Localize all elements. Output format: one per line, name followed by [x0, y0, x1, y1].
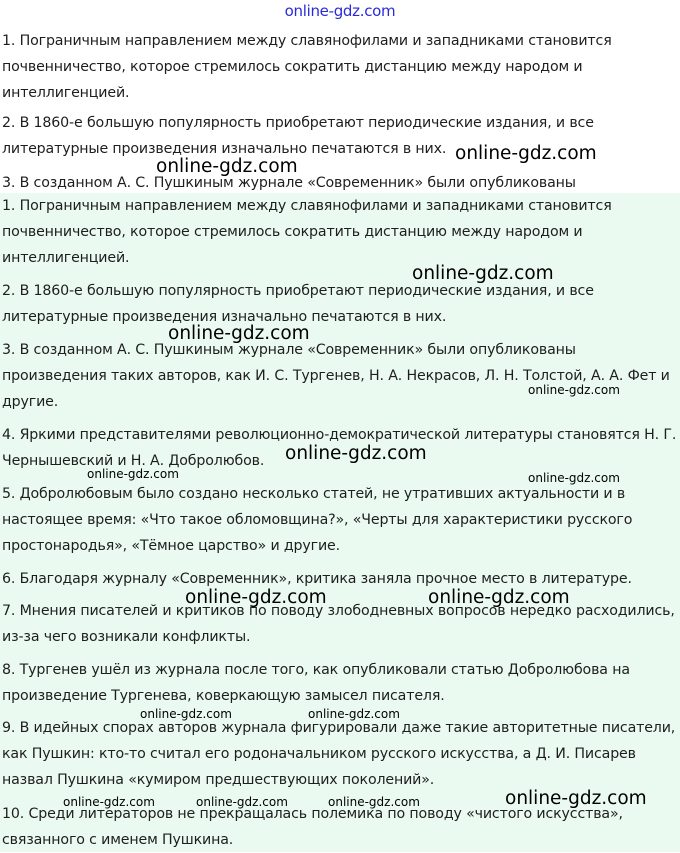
watermark: online-gdz.com	[328, 795, 420, 809]
watermark: online-gdz.com	[140, 707, 232, 721]
highlighted-excerpt	[0, 193, 680, 852]
watermark: online-gdz.com	[156, 156, 298, 177]
list-item-8: 8. Тургенев ушёл из журнала после того, как опубликовали статью Добролюбова на произведение Тургенева, коверкающую замысел писателя.	[2, 662, 630, 704]
top-item-2: 2. В 1860-е большую популярность приобретают периодические издания, и все литературные произведения изначально печатаются в них.	[2, 115, 594, 157]
list-item-2: 2. В 1860-е большую популярность приобретают периодические издания, и все литературные произведения изначально печатаются в них.	[2, 283, 594, 325]
list-item-7: 7. Мнения писателей и критиков по поводу злободневных вопросов нередко расходились, из-за чего возникали конфликты.	[2, 603, 675, 645]
list-item-6: 6. Благодаря журналу «Современник», критика заняла прочное место в литературе.	[2, 571, 632, 587]
watermark: online-gdz.com	[412, 263, 554, 284]
list-item-10: 10. Среди литераторов не прекращалась полемика по поводу «чистого искусства», связанного с именем Пушкина.	[2, 806, 623, 848]
watermark: online-gdz.com	[455, 143, 597, 164]
watermark: online-gdz.com	[63, 795, 155, 809]
list-item-5: 5. Добролюбовым было создано несколько статей, не утративших актуальности и в настоящее время: «Что такое обломовщина?», «Черты для характеристики русского простонародья», «Тёмное царство» и другие.	[2, 486, 633, 554]
watermark: online-gdz.com	[505, 788, 647, 809]
list-item-1: 1. Пограничным направлением между славянофилами и западниками становится почвенничество, которое стремилось сократить дистанцию между народом и интеллигенцией.	[2, 198, 612, 266]
watermark: online-gdz.com	[528, 383, 620, 397]
watermark: online-gdz.com	[308, 707, 400, 721]
top-item-1: 1. Пограничным направлением между славянофилами и западниками становится почвенничество, которое стремилось сократить дистанцию между народом и интеллигенцией.	[2, 33, 612, 101]
watermark: online-gdz.com	[87, 467, 179, 481]
top-item-3: 3. В созданном А. С. Пушкиным журнале «Современник» были опубликованы	[2, 175, 576, 191]
watermark: online-gdz.com	[196, 795, 288, 809]
list-item-9: 9. В идейных спорах авторов журнала фигурировали даже такие авторитетные писатели, как Пушкин: кто-то считал его родоначальником русского искусства, а Д. И. Писарев назвал Пушкина «кумиром предшествующих поколений».	[2, 720, 676, 788]
header-watermark: online-gdz.com	[284, 2, 396, 20]
watermark: online-gdz.com	[168, 323, 310, 344]
list-item-4: 4. Яркими представителями революционно-демократической литературы становятся Н. Г. Чернышевский и Н. А. Добролюбов.	[2, 427, 677, 469]
list-item-3: 3. В созданном А. С. Пушкиным журнале «Современник» были опубликованы произведения таких авторов, как И. С. Тургенев, Н. А. Некрасов, Л. Н. Толстой, А. А. Фет и другие.	[2, 342, 670, 410]
watermark: online-gdz.com	[285, 443, 427, 464]
watermark: online-gdz.com	[185, 587, 327, 608]
watermark: online-gdz.com	[428, 587, 570, 608]
watermark: online-gdz.com	[528, 471, 620, 485]
